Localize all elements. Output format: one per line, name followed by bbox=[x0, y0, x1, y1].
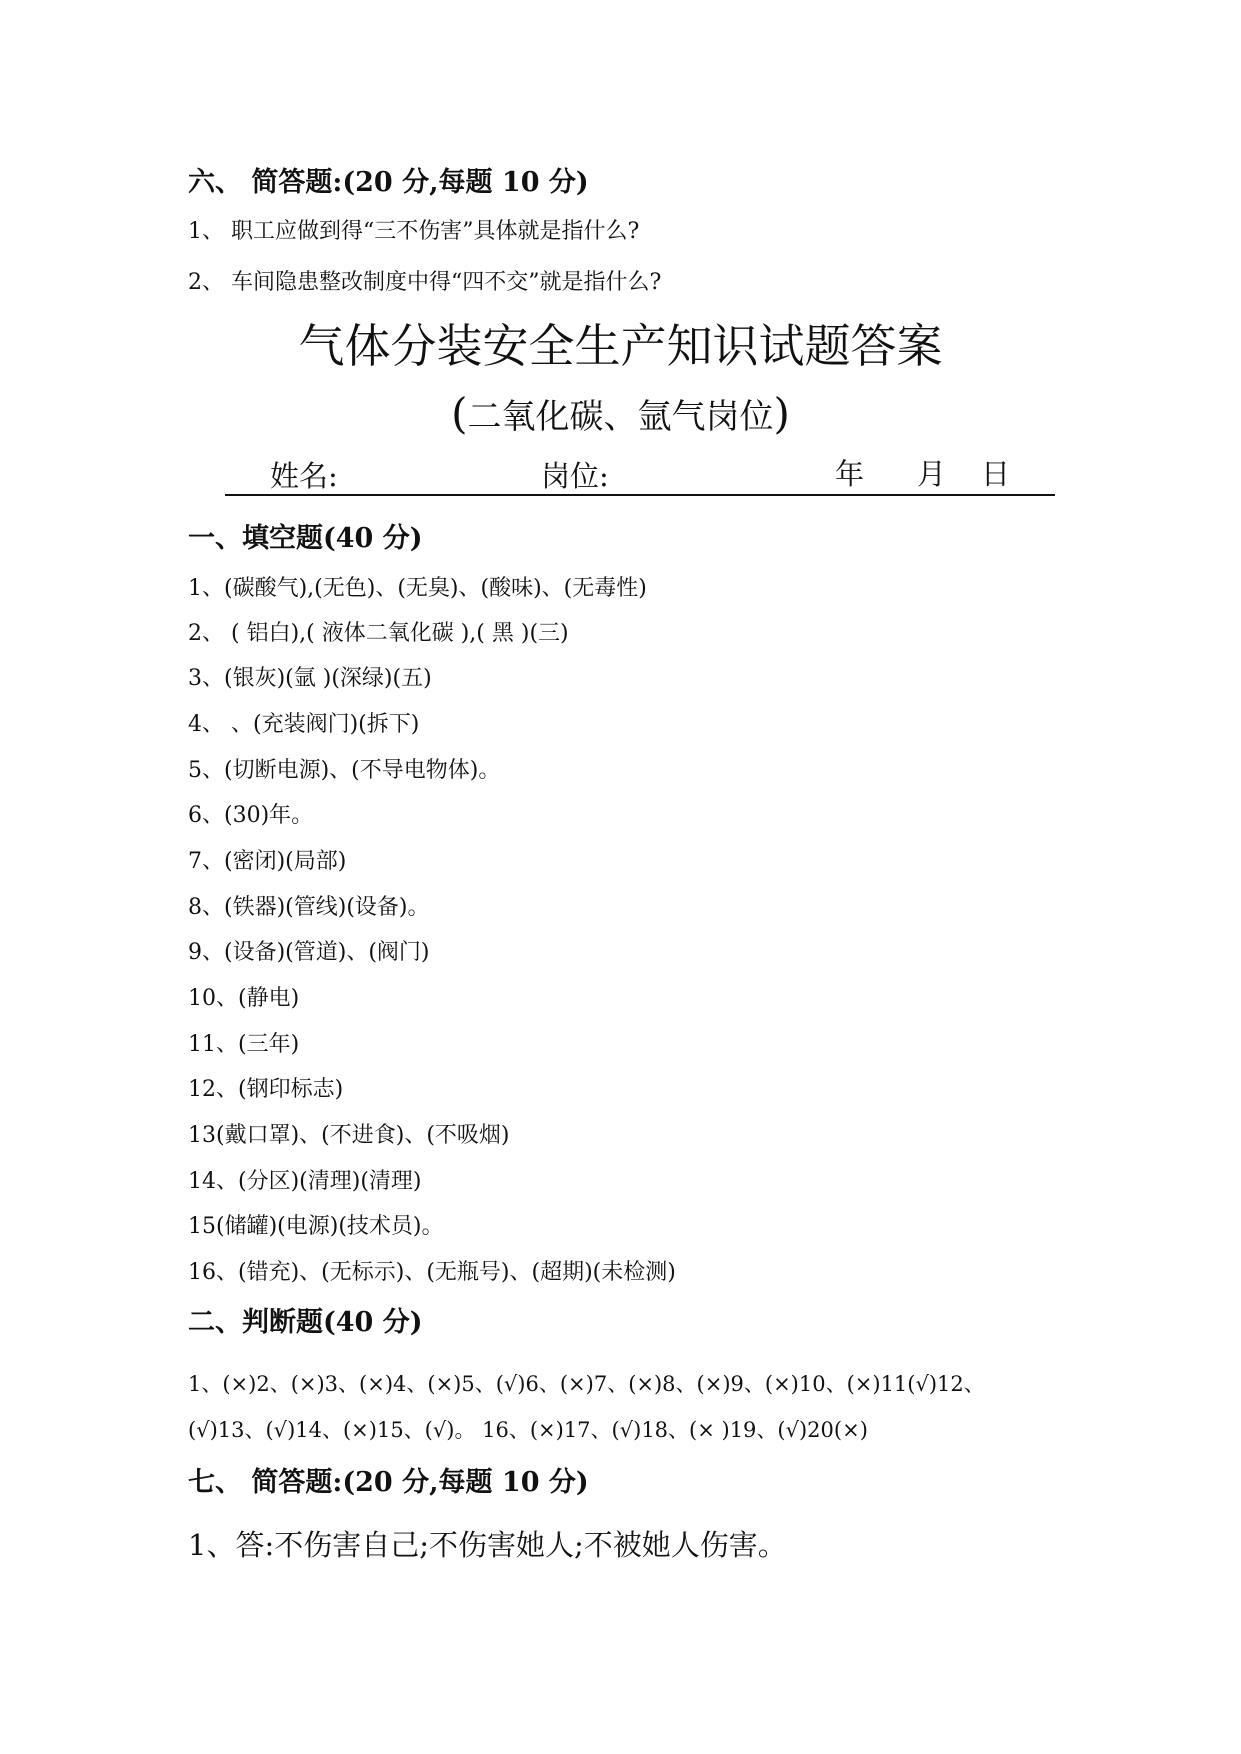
subtitle-text: 二氧化碳、氩气岗位 bbox=[467, 397, 774, 437]
fill-answer-10: 10、(静电) bbox=[188, 986, 300, 1011]
judge-answers-line-2: (√)13、(√)14、(×)15、(√)。 16、(×)17、(√)18、(× )19、(√)20(×) bbox=[188, 1418, 868, 1442]
section-6-question-2: 2、 车间隐患整改制度中得“四不交”就是指什么? bbox=[188, 270, 662, 295]
year-label: 年 bbox=[835, 457, 865, 491]
subtitle-close-paren: ) bbox=[773, 389, 790, 438]
fill-answer-13: 13(戴口罩)、(不进食)、(不吸烟) bbox=[188, 1123, 510, 1148]
fill-answer-3: 3、(银灰)(氩 )(深绿)(五) bbox=[188, 666, 432, 691]
fill-answer-15: 15(储罐)(电源)(技术员)。 bbox=[188, 1214, 444, 1239]
document-subtitle bbox=[0, 389, 1241, 439]
fill-answer-8: 8、(铁器)(管线)(设备)。 bbox=[188, 895, 430, 920]
fill-answer-7: 7、(密闭)(局部) bbox=[188, 849, 347, 874]
section-1-heading: 一、填空题(40 分) bbox=[188, 523, 423, 554]
fill-answer-11: 11、(三年) bbox=[188, 1032, 300, 1057]
month-label: 月 bbox=[917, 457, 947, 491]
fill-answer-4: 4、 、(充装阀门)(拆下) bbox=[188, 712, 420, 737]
fill-answer-16: 16、(错充)、(无标示)、(无瓶号)、(超期)(未检测) bbox=[188, 1260, 676, 1285]
section-7-heading: 七、 简答题:(20 分,每题 10 分) bbox=[188, 1467, 589, 1498]
fill-answer-14: 14、(分区)(清理)(清理) bbox=[188, 1169, 422, 1194]
day-label: 日 bbox=[981, 457, 1011, 491]
judge-answers-line-1: 1、(×)2、(×)3、(×)4、(×)5、(√)6、(×)7、(×)8、(×)9、(×)10、(×)11(√)12、 bbox=[188, 1372, 985, 1396]
document-title: 气体分装安全生产知识试题答案 bbox=[298, 319, 943, 373]
section-6-heading: 六、 简答题:(20 分,每题 10 分) bbox=[188, 167, 589, 198]
fill-answer-1: 1、(碳酸气),(无色)、(无臭)、(酸味)、(无毒性) bbox=[188, 576, 647, 601]
fill-answer-12: 12、(钢印标志) bbox=[188, 1077, 344, 1102]
post-label: 岗位: bbox=[541, 459, 609, 493]
section-2-heading: 二、判断题(40 分) bbox=[188, 1307, 423, 1338]
subtitle-open-paren: ( bbox=[451, 389, 468, 438]
short-answer-1: 1、答:不伤害自己;不伤害她人;不被她人伤害。 bbox=[188, 1528, 787, 1562]
info-underline bbox=[225, 494, 1055, 496]
section-6-question-1: 1、 职工应做到得“三不伤害”具体就是指什么? bbox=[188, 219, 640, 244]
fill-answer-6: 6、(30)年。 bbox=[188, 803, 314, 828]
fill-answer-9: 9、(设备)(管道)、(阀门) bbox=[188, 940, 430, 965]
fill-answer-2: 2、 ( 铝白),( 液体二氧化碳 ),( 黑 )(三) bbox=[188, 621, 569, 646]
fill-answer-5: 5、(切断电源)、(不导电物体)。 bbox=[188, 758, 501, 783]
name-label: 姓名: bbox=[270, 459, 338, 493]
